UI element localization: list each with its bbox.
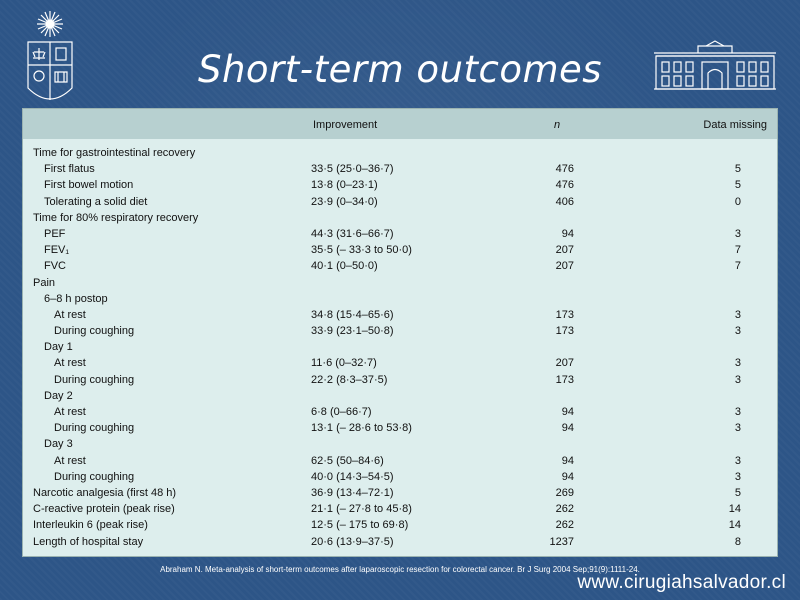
row-data-missing: 5 bbox=[734, 486, 741, 499]
row-n: 94 bbox=[561, 406, 574, 418]
row-improvement: 13·1 (– 28·6 to 53·8) bbox=[311, 422, 412, 435]
row-data-missing: 3 bbox=[734, 227, 741, 240]
row-label: During coughing bbox=[54, 325, 135, 338]
row-label: Day 1 bbox=[44, 341, 73, 354]
row-data-missing: 3 bbox=[734, 373, 741, 386]
row-data-missing: 3 bbox=[734, 454, 741, 467]
table-row bbox=[23, 210, 777, 226]
row-label: Narcotic analgesia (first 48 h) bbox=[33, 486, 177, 499]
citation: Abraham N. Meta-analysis of short-term outcomes after laparoscopic resection for colorectal cancer. Br J Surg 2004 Sep;91(9):1111-24. bbox=[160, 565, 640, 574]
row-label: C-reactive protein (peak rise) bbox=[33, 503, 175, 516]
row-label: During coughing bbox=[54, 422, 135, 435]
row-data-missing: 3 bbox=[734, 470, 741, 483]
row-data-missing: 7 bbox=[734, 244, 741, 257]
row-improvement: 40·1 (0–50·0) bbox=[311, 260, 378, 273]
row-n: 94 bbox=[561, 422, 574, 435]
row-label: Day 2 bbox=[44, 389, 73, 402]
table-row bbox=[23, 469, 777, 485]
table-header bbox=[23, 109, 777, 139]
table-row bbox=[23, 291, 777, 307]
row-n: 207 bbox=[555, 244, 574, 257]
table-row bbox=[23, 307, 777, 323]
row-label: Length of hospital stay bbox=[33, 535, 144, 548]
row-improvement: 33·9 (23·1–50·8) bbox=[311, 325, 394, 338]
row-improvement: 44·3 (31·6–66·7) bbox=[311, 227, 394, 240]
table-row bbox=[23, 485, 777, 501]
column-header-improvement: Improvement bbox=[313, 119, 378, 131]
table-row bbox=[23, 258, 777, 274]
row-label: During coughing bbox=[54, 470, 135, 483]
row-label: First flatus bbox=[44, 163, 95, 176]
row-n: 262 bbox=[555, 503, 574, 516]
row-label: FEV₁ bbox=[44, 244, 70, 257]
row-n: 94 bbox=[561, 470, 574, 483]
row-n: 173 bbox=[555, 325, 574, 338]
table-row bbox=[23, 453, 777, 469]
row-label: During coughing bbox=[54, 373, 135, 386]
row-improvement: 33·5 (25·0–36·7) bbox=[311, 163, 394, 176]
table-row bbox=[23, 388, 777, 404]
row-data-missing: 3 bbox=[734, 406, 741, 418]
row-improvement: 12·5 (– 175 to 69·8) bbox=[311, 519, 409, 532]
table-row bbox=[23, 404, 777, 420]
website-url: www.cirugiahsalvador.cl bbox=[577, 572, 786, 593]
row-data-missing: 14 bbox=[728, 519, 741, 532]
row-label: Tolerating a solid diet bbox=[44, 195, 148, 208]
row-n: 94 bbox=[561, 454, 574, 467]
row-improvement: 40·0 (14·3–54·5) bbox=[311, 470, 394, 483]
row-improvement: 62·5 (50–84·6) bbox=[311, 454, 384, 467]
column-header-data-missing: Data missing bbox=[703, 119, 767, 131]
table-row bbox=[23, 420, 777, 436]
table-row bbox=[23, 194, 777, 210]
table-row bbox=[23, 501, 777, 517]
row-improvement: 23·9 (0–34·0) bbox=[311, 195, 378, 208]
table-row bbox=[23, 339, 777, 355]
table-row bbox=[23, 145, 777, 161]
row-n: 94 bbox=[561, 227, 574, 240]
outcomes-table bbox=[22, 108, 778, 557]
table-row bbox=[23, 517, 777, 533]
table-row bbox=[23, 372, 777, 388]
row-data-missing: 5 bbox=[734, 163, 741, 176]
row-label: Time for gastrointestinal recovery bbox=[33, 147, 196, 159]
row-data-missing: 0 bbox=[734, 195, 741, 208]
row-improvement: 21·1 (– 27·8 to 45·8) bbox=[311, 503, 412, 516]
row-data-missing: 8 bbox=[734, 535, 741, 548]
row-data-missing: 3 bbox=[734, 308, 741, 321]
table-row bbox=[23, 242, 777, 258]
table-row bbox=[23, 177, 777, 193]
row-label: PEF bbox=[44, 227, 66, 240]
row-data-missing: 7 bbox=[734, 260, 741, 273]
row-n: 406 bbox=[555, 195, 574, 208]
row-n: 269 bbox=[555, 486, 574, 499]
row-n: 173 bbox=[555, 373, 574, 386]
row-data-missing: 5 bbox=[734, 179, 741, 192]
row-label: 6–8 h postop bbox=[44, 292, 108, 305]
table-row bbox=[23, 355, 777, 371]
row-label: Interleukin 6 (peak rise) bbox=[33, 519, 148, 532]
row-improvement: 35·5 (– 33·3 to 50·0) bbox=[311, 244, 412, 257]
row-data-missing: 14 bbox=[728, 503, 741, 516]
row-improvement: 22·2 (8·3–37·5) bbox=[311, 373, 388, 386]
row-n: 262 bbox=[555, 519, 574, 532]
table-row bbox=[23, 226, 777, 242]
row-data-missing: 3 bbox=[734, 357, 741, 370]
row-improvement: 13·8 (0–23·1) bbox=[311, 179, 378, 192]
row-label: At rest bbox=[54, 357, 86, 370]
row-data-missing: 3 bbox=[734, 325, 741, 338]
table-row bbox=[23, 534, 777, 550]
row-label: At rest bbox=[54, 406, 86, 418]
table-body bbox=[23, 145, 777, 550]
row-improvement: 36·9 (13·4–72·1) bbox=[311, 486, 394, 499]
row-n: 207 bbox=[555, 357, 574, 370]
row-data-missing: 3 bbox=[734, 422, 741, 435]
table-row bbox=[23, 436, 777, 452]
table-row bbox=[23, 161, 777, 177]
row-improvement: 6·8 (0–66·7) bbox=[311, 406, 372, 418]
row-improvement: 34·8 (15·4–65·6) bbox=[311, 308, 394, 321]
row-label: Pain bbox=[33, 276, 56, 289]
slide-title: Short-term outcomes bbox=[197, 48, 603, 91]
row-label: Day 3 bbox=[44, 438, 73, 451]
table-row bbox=[23, 275, 777, 291]
row-label: At rest bbox=[54, 454, 86, 467]
row-label: First bowel motion bbox=[44, 179, 134, 192]
row-n: 476 bbox=[555, 179, 574, 192]
row-n: 1237 bbox=[549, 535, 574, 548]
column-header-n: n bbox=[554, 119, 561, 131]
row-n: 173 bbox=[555, 308, 574, 321]
row-n: 476 bbox=[555, 163, 574, 176]
row-n: 207 bbox=[555, 260, 574, 273]
table-row bbox=[23, 323, 777, 339]
row-improvement: 20·6 (13·9–37·5) bbox=[311, 535, 394, 548]
row-label: Time for 80% respiratory recovery bbox=[33, 211, 199, 224]
row-improvement: 11·6 (0–32·7) bbox=[311, 357, 377, 370]
row-label: FVC bbox=[44, 260, 66, 273]
row-label: At rest bbox=[54, 308, 86, 321]
